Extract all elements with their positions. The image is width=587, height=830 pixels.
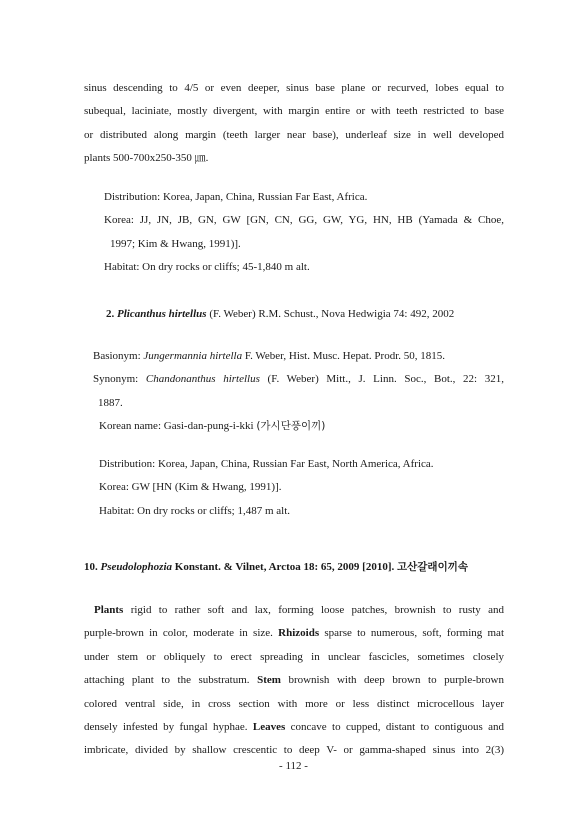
species-number: 2. — [106, 308, 115, 320]
korea-records-line: Korea: GW [HN (Kim & Hwang, 1991)]. — [99, 481, 282, 494]
distribution-block — [104, 186, 504, 280]
species-name: Plicanthus hirtellus — [117, 308, 207, 320]
genus-number: 10. — [84, 561, 98, 573]
synonymy-block — [93, 345, 504, 439]
text-line: under stem or obliquely to erect spreading in unclear fascicles, sometimes closely — [84, 650, 504, 663]
genus-description — [84, 599, 504, 763]
page-number: - 112 - — [279, 760, 308, 772]
distribution-line: Distribution: Korea, Japan, China, Russian Far East, North America, Africa. — [99, 458, 434, 470]
text-line: purple-brown in color, moderate in size. Rhizoids sparse to numerous, soft, forming mat — [84, 627, 504, 640]
text-line: plants 500-700x250-350 ㎛. — [84, 152, 209, 165]
text-line: colored ventral side, in cross section with more or less distinct microcellous layer — [84, 697, 504, 710]
distribution-line: Distribution: Korea, Japan, China, Russian Far East, Africa. — [104, 191, 368, 203]
synonym-line: Synonym: Chandonanthus hirtellus (F. Weber) Mitt., J. Linn. Soc., Bot., 22: 321, — [93, 373, 505, 386]
genus-authority: Konstant. & Vilnet, Arctoa 18: 65, 2009 [2010]. — [174, 561, 395, 573]
habitat-line: Habitat: On dry rocks or cliffs; 45-1,840 m alt. — [104, 261, 310, 274]
species-heading — [106, 303, 506, 326]
genus-korean-name: 고산갈래이끼속 — [397, 561, 469, 573]
genus-heading — [84, 556, 504, 579]
habitat-line: Habitat: On dry rocks or cliffs; 1,487 m alt. — [99, 504, 291, 517]
text-line: densely infested by fungal hyphae. Leaves concave to cupped, distant to contiguous and — [84, 721, 505, 734]
text-line: attaching plant to the substratum. Stem brownish with deep brown to purple-brown — [84, 674, 504, 687]
synonym-year: 1887. — [98, 396, 123, 409]
text-line: sinus descending to 4/5 or even deeper, sinus base plane or recurved, lobes equal to — [84, 82, 504, 94]
species-authority: (F. Weber) R.M. Schust., Nova Hedwigia 74: 492, 2002 — [209, 308, 455, 320]
genus-name: Pseudolophozia — [100, 561, 173, 573]
korean-name-hangul: (가시단풍이끼) — [256, 420, 326, 433]
text-line: imbricate, divided by shallow crescentic to deep V- or gamma-shaped sinus into 2(3) — [84, 744, 504, 757]
korea-records-line: Korea: JJ, JN, JB, GN, GW [GN, CN, GG, GW, YG, HN, HB (Yamada & Choe, — [104, 214, 504, 227]
text-line: subequal, laciniate, mostly divergent, with margin entire or with teeth restricted to base — [84, 105, 504, 118]
basionym-line: Basionym: Jungermannia hirtella F. Weber, Hist. Musc. Hepat. Prodr. 50, 1815. — [93, 350, 446, 362]
korean-name-line: Korean name: Gasi-dan-pung-i-kki (가시단풍이끼) — [99, 420, 326, 433]
text-line: or distributed along margin (teeth larger near base), underleaf size in well developed — [84, 128, 504, 141]
text-line: Plants rigid to rather soft and lax, forming loose patches, brownish to rusty and — [94, 604, 505, 616]
korea-records-continued: 1997; Kim & Hwang, 1991)]. — [110, 237, 241, 250]
distribution-block-2 — [99, 453, 504, 523]
leaf-description-paragraph — [84, 77, 504, 171]
